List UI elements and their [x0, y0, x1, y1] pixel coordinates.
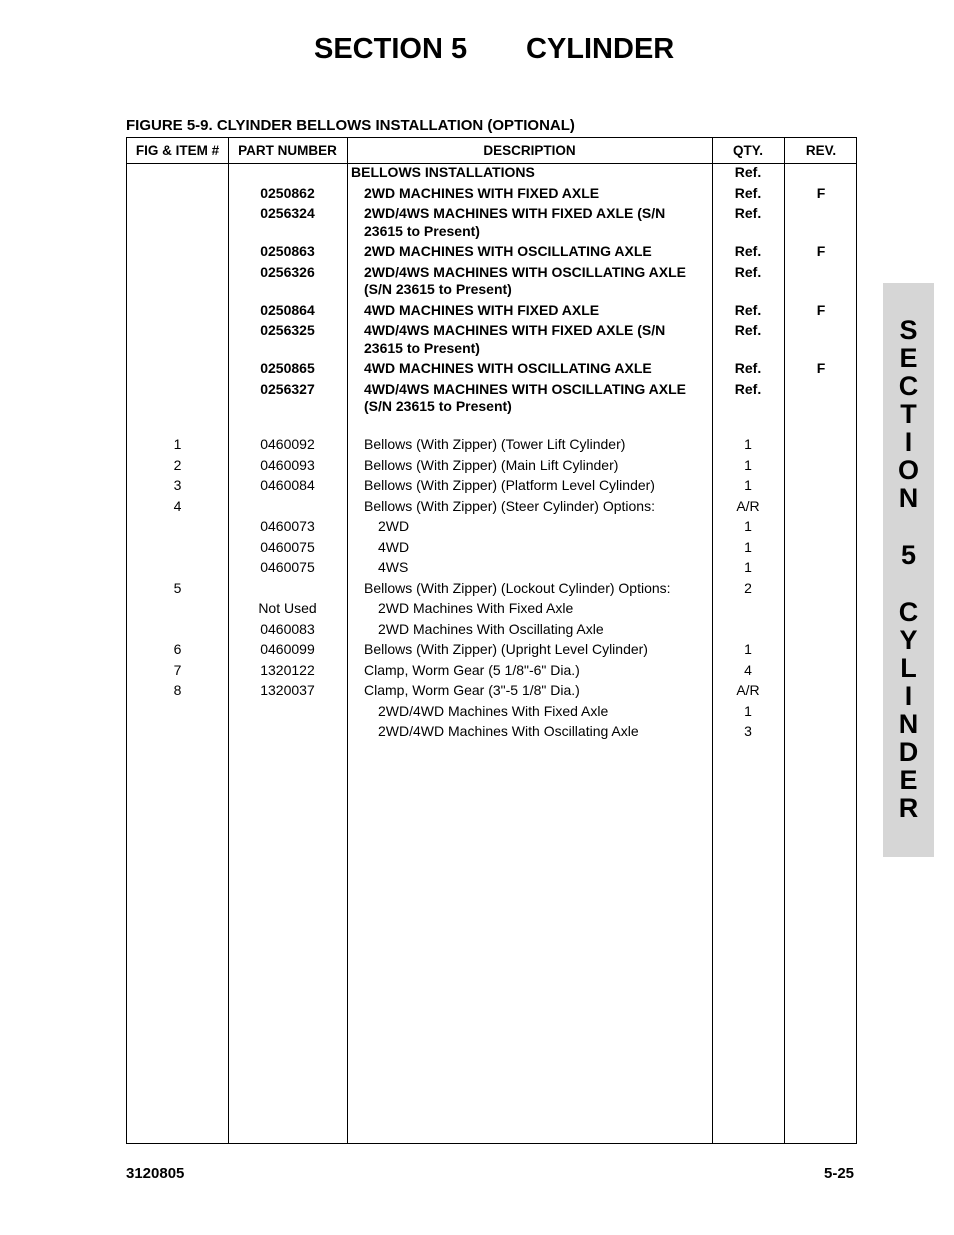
- section-side-tab: [883, 283, 934, 857]
- table-row: [127, 621, 856, 642]
- qty-cell: Ref.: [734, 164, 762, 180]
- qty-cell: Ref.: [734, 360, 762, 376]
- description-cell: 4WD MACHINES WITH FIXED AXLE: [364, 301, 600, 318]
- qty-cell: 1: [744, 518, 752, 534]
- qty-cell: 1: [744, 436, 752, 452]
- side-tab-letter: R: [898, 793, 919, 823]
- side-tab-letter: C: [898, 597, 919, 627]
- item-cell: 4: [173, 497, 182, 514]
- rev-cell: F: [816, 301, 826, 318]
- qty-cell: A/R: [736, 497, 760, 514]
- qty-cell: Ref.: [734, 322, 762, 338]
- side-tab-letter: L: [900, 653, 917, 683]
- table-row: [127, 322, 856, 360]
- table-row: [127, 559, 856, 580]
- side-tab-letter: E: [899, 765, 918, 795]
- table-row: [127, 381, 856, 437]
- description-cell: 2WD MACHINES WITH FIXED AXLE: [364, 184, 600, 201]
- side-tab-letter: S: [899, 315, 918, 345]
- figure-title: FIGURE 5-9. CLYINDER BELLOWS INSTALLATION (OPTIONAL): [126, 117, 575, 134]
- column-header-desc: DESCRIPTION: [483, 143, 576, 158]
- rev-cell: F: [816, 360, 826, 376]
- qty-cell: 1: [744, 477, 752, 493]
- table-row: [127, 539, 856, 560]
- part-number-cell: 0460073: [260, 518, 315, 534]
- table-row: [127, 580, 856, 601]
- item-cell: 8: [173, 682, 182, 698]
- part-number-cell: 0460099: [260, 641, 315, 657]
- description-cell: Bellows (With Zipper) (Main Lift Cylinder): [364, 456, 619, 473]
- description-cell: 2WD Machines With Fixed Axle: [378, 600, 574, 616]
- qty-cell: 3: [744, 723, 752, 739]
- description-cell: Clamp, Worm Gear (3"-5 1/8" Dia.): [364, 682, 580, 698]
- description-cell: 4WD/4WS MACHINES WITH OSCILLATING AXLE (S/N 23615 to Present): [364, 380, 686, 414]
- qty-cell: Ref.: [734, 380, 762, 397]
- page-number: 5-25: [824, 1165, 855, 1182]
- side-tab-letter: C: [898, 371, 919, 401]
- description-cell: Bellows (With Zipper) (Upright Level Cylinder): [364, 641, 648, 657]
- qty-cell: Ref.: [734, 243, 762, 259]
- item-cell: 6: [173, 641, 182, 657]
- description-cell: 2WD/4WD Machines With Oscillating Axle: [378, 723, 639, 739]
- part-number-cell: 0250863: [260, 243, 315, 259]
- qty-cell: 1: [744, 538, 752, 555]
- qty-cell: 4: [744, 661, 752, 678]
- item-cell: 3: [173, 477, 182, 493]
- side-tab-letter: I: [904, 427, 913, 457]
- side-tab-letter: N: [898, 709, 919, 739]
- table-row: [127, 185, 856, 206]
- part-number-cell: 0256326: [260, 263, 315, 280]
- table-row: [127, 600, 856, 621]
- section-number: SECTION 5: [314, 33, 468, 65]
- table-row: [127, 703, 856, 724]
- item-cell: 7: [173, 661, 182, 678]
- description-cell: 4WD/4WS MACHINES WITH FIXED AXLE (S/N 23615 to Present): [364, 322, 666, 356]
- part-number-cell: 0460093: [260, 456, 315, 473]
- table-row: [127, 498, 856, 519]
- side-tab-letter: N: [898, 483, 919, 513]
- qty-cell: A/R: [736, 682, 760, 698]
- part-number-cell: Not Used: [258, 600, 317, 616]
- description-cell: 2WD/4WD Machines With Fixed Axle: [378, 702, 609, 719]
- rev-cell: F: [816, 243, 826, 259]
- description-cell: 2WD MACHINES WITH OSCILLATING AXLE: [364, 243, 652, 259]
- part-number-cell: 1320122: [260, 661, 315, 678]
- qty-cell: 2: [744, 579, 752, 596]
- table-row: [127, 205, 856, 243]
- table-row: [127, 662, 856, 683]
- qty-cell: 1: [744, 641, 752, 657]
- part-number-cell: 1320037: [260, 682, 315, 698]
- table-row: [127, 164, 856, 185]
- table-row: [127, 360, 856, 381]
- description-cell: 4WD: [378, 538, 410, 555]
- description-cell: Bellows (With Zipper) (Tower Lift Cylinder): [364, 436, 626, 452]
- description-cell: 2WD/4WS MACHINES WITH FIXED AXLE (S/N 23615 to Present): [364, 205, 666, 239]
- side-tab-letter: E: [899, 343, 918, 373]
- column-header-part: PART NUMBER: [238, 143, 337, 158]
- side-tab-letter: D: [898, 737, 919, 767]
- part-number-cell: 0460092: [260, 436, 315, 452]
- part-number-cell: 0460083: [260, 620, 315, 637]
- table-body: [127, 164, 856, 744]
- table-row: [127, 302, 856, 323]
- item-cell: 2: [173, 456, 182, 473]
- column-header-rev: REV.: [805, 143, 837, 158]
- item-cell: 1: [173, 436, 182, 452]
- description-cell: 2WD: [378, 518, 410, 534]
- qty-cell: Ref.: [734, 184, 762, 201]
- table-row: [127, 518, 856, 539]
- part-number-cell: 0250864: [260, 301, 315, 318]
- table-row: [127, 723, 856, 744]
- qty-cell: 1: [744, 559, 752, 575]
- rev-cell: F: [816, 184, 826, 201]
- qty-cell: 1: [744, 702, 752, 719]
- table-row: [127, 477, 856, 498]
- table-row: [127, 682, 856, 703]
- part-number-cell: 0460075: [260, 538, 315, 555]
- parts-table: [126, 137, 857, 1144]
- part-number-cell: 0460075: [260, 559, 315, 575]
- table-row: [127, 457, 856, 478]
- qty-cell: Ref.: [734, 301, 762, 318]
- column-header-qty: QTY.: [732, 143, 763, 158]
- table-row: [127, 243, 856, 264]
- part-number-cell: 0256325: [260, 322, 315, 338]
- table-header: [127, 138, 856, 164]
- part-number-cell: 0256327: [260, 380, 315, 397]
- table-row: [127, 641, 856, 662]
- side-tab-letter: T: [900, 399, 917, 429]
- part-number-cell: 0460084: [260, 477, 315, 493]
- part-number-cell: 0256324: [260, 205, 315, 221]
- description-cell: BELLOWS INSTALLATIONS: [351, 164, 535, 180]
- side-tab-letter: Y: [899, 625, 918, 655]
- part-number-cell: 0250862: [260, 184, 315, 201]
- description-cell: Bellows (With Zipper) (Platform Level Cylinder): [364, 477, 655, 493]
- description-cell: Bellows (With Zipper) (Steer Cylinder) Options:: [364, 497, 655, 514]
- description-cell: 4WS: [378, 559, 409, 575]
- description-cell: 2WD/4WS MACHINES WITH OSCILLATING AXLE (S/N 23615 to Present): [364, 263, 686, 297]
- qty-cell: 1: [744, 456, 752, 473]
- table-row: [127, 436, 856, 457]
- side-tab-letter: O: [897, 455, 919, 485]
- item-cell: 5: [173, 579, 182, 596]
- side-tab-letter: 5: [900, 540, 917, 570]
- description-cell: Bellows (With Zipper) (Lockout Cylinder) Options:: [364, 579, 671, 596]
- qty-cell: Ref.: [734, 205, 762, 221]
- part-number-cell: 0250865: [260, 360, 315, 376]
- column-header-item: FIG & ITEM #: [135, 143, 220, 158]
- side-tab-letter: I: [904, 681, 913, 711]
- description-cell: 2WD Machines With Oscillating Axle: [378, 620, 604, 637]
- description-cell: 4WD MACHINES WITH OSCILLATING AXLE: [364, 360, 652, 376]
- description-cell: Clamp, Worm Gear (5 1/8"-6" Dia.): [364, 661, 580, 678]
- qty-cell: Ref.: [734, 263, 762, 280]
- document-number: 3120805: [126, 1165, 185, 1182]
- section-name: CYLINDER: [526, 33, 675, 65]
- table-row: [127, 264, 856, 302]
